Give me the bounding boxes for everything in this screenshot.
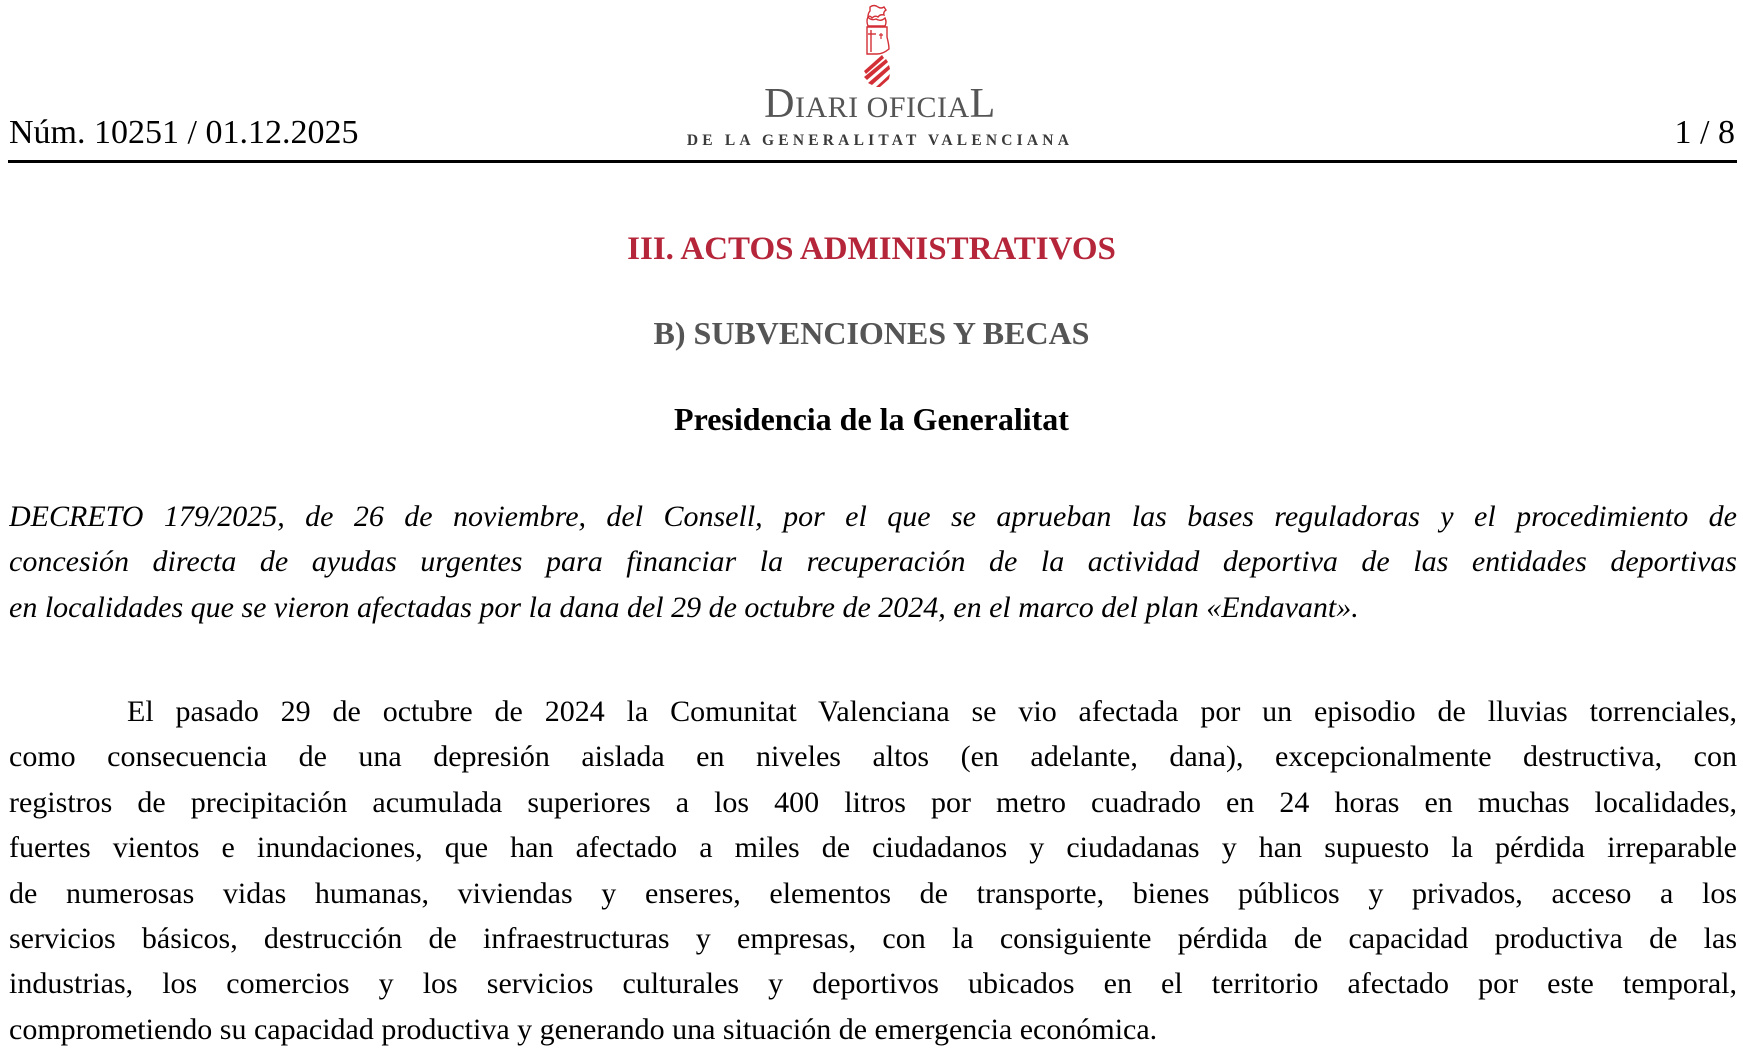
issue-number-date: Núm. 10251 / 01.12.2025 [9,114,359,151]
diari-oficial-logo [660,0,1100,160]
generalitat-coat-of-arms-icon [860,3,892,87]
decree-line: DECRETO 179/2025, de 26 de noviembre, del Consell, por el que se aprueban las bases reguladoras y el procedimiento de [9,500,1737,533]
body-line: industrias, los comercios y los servicios culturales y deportivos ubicados en el territorio afectado por este temporal, [9,967,1737,1001]
page-number: 1 / 8 [1674,114,1735,151]
body-paragraph [9,689,1737,1052]
decree-line: en localidades que se vieron afectadas por la dana del 29 de octubre de 2024, en el marco del plan «Endavant». [9,590,1359,624]
subsection-heading: B) SUBVENCIONES Y BECAS [653,315,1090,351]
body-line: registros de precipitación acumulada superiores a los 400 litros por metro cuadrado en 24 horas en muchas localidades, [9,785,1737,819]
header-divider [8,160,1737,163]
body-line: comprometiendo su capacidad productiva y generando una situación de emergencia económica. [9,1012,1158,1046]
body-line: servicios básicos, destrucción de infraestructuras y empresas, con la consiguiente pérdida de capacidad productiva de las [9,921,1737,955]
body-line: como consecuencia de una depresión aislada en niveles altos (en adelante, dana), excepcionalmente destructiva, con [9,740,1737,774]
decree-title [9,494,1737,630]
organization-heading: Presidencia de la Generalitat [674,401,1069,437]
brand-title: DIARI OFICIAL [764,81,996,127]
decree-line: concesión directa de ayudas urgentes para financiar la recuperación de la actividad deportiva de las entidades deportivas [9,545,1737,579]
section-heading: III. ACTOS ADMINISTRATIVOS [627,231,1116,267]
body-line: El pasado 29 de octubre de 2024 la Comunitat Valenciana se vio afectada por un episodio de lluvias torrenciales, [127,695,1737,728]
brand-subtitle: DE LA GENERALITAT VALENCIANA [686,132,1074,149]
body-line: de numerosas vidas humanas, viviendas y enseres, elementos de transporte, bienes públicos y privados, acceso a los [9,876,1737,910]
body-line: fuertes vientos e inundaciones, que han afectado a miles de ciudadanos y ciudadanas y han supuesto la pérdida irreparable [9,831,1737,865]
